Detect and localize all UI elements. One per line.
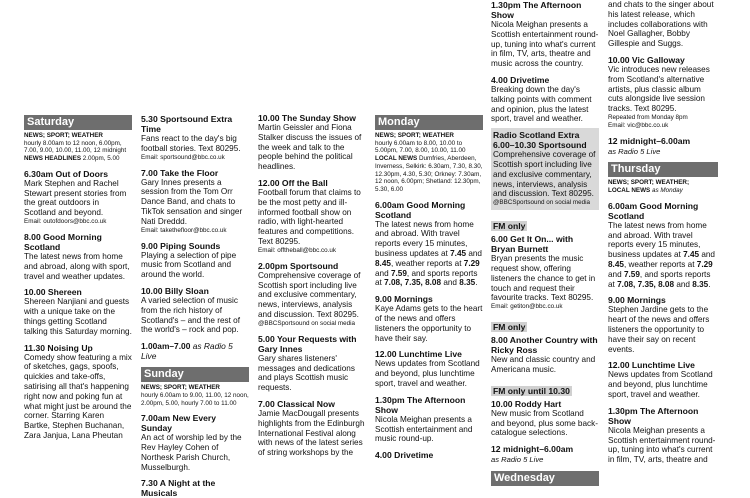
programme-listing: 4.00 Drivetime [375, 450, 434, 461]
fm-only-badge: FM only [493, 221, 526, 232]
news-times: NEWS; SPORT; WEATHER hourly 6.00am to 9.00, 11.00, 12 noon, 2.00pm, 5.00, hourly 7.00 to 11.00 [141, 384, 249, 407]
fm-only-badge: FM only [493, 322, 526, 333]
news-times: NEWS; SPORT; WEATHER hourly 8.00am to 12 noon, 6.00pm, 7.00, 9.00, 10.00, 11.00, 12 midnight NEWS HEADLINES 2.00pm, 5.00 [24, 132, 127, 163]
sunday-column [258, 113, 366, 458]
programme-listing: 12.00 Lunchtime Live News updates from Scotland and beyond, plus lunchtime sport, travel and weather. [608, 360, 713, 400]
saturday-evening-column [141, 114, 249, 498]
programme-listing: 12.00 Off the Ball Football forum that claims to be the most petty and ill-informed football show on radio, with light-hearted features and competitions. Text 80295. Email: offtheball@bbc.co.uk [258, 177, 361, 254]
simulcast-note: 12 midnight–6.00am as Radio 5 Live [608, 135, 691, 156]
programme-listing: 7.00 Take the Floor Gary Innes presents a session from the Tom Orr Dance Band, and chats to TikTok sensation and singer Nati Dreddd. Email: takethefloor@bbc.co.uk [141, 167, 243, 234]
programme-listing: 1.30pm The Afternoon Show Nicola Meighan presents a Scottish entertainment round-up, tuning into what's current in film, TV, arts, theatre and [608, 405, 716, 465]
programme-listing: 6.30am Out of Doors Mark Stephen and Rachel Stewart present stories from the great outdoors in Scotland and beyond. Email: outofdoors@bbc.co.uk [24, 168, 127, 225]
programme-listing: 6.00am Good Morning Scotland The latest news from home and abroad. With travel reports every 15 minutes, business updates at 7.45 and 8.45, weather reports at 7.29 and 7.59, and sports reports at 7.08, 7.35, 8.08 and 8.35. [375, 199, 482, 288]
programme-listing: 6.00am Good Morning Scotland The latest news from home and abroad. With travel reports every 15 minutes, business updates at 7.45 and 8.45, weather reports at 7.29 and 7.59, and sports reports at 7.08, 7.35, 8.08 and 8.35. [608, 200, 715, 289]
programme-listing: 5.00 Your Requests with Gary Innes Gary shares listeners' messages and dedications and plays Scottish music requests. [258, 333, 357, 393]
programme-listing: 1.30pm The Afternoon Show Nicola Meighan presents a Scottish entertainment round-up, tuning into what's current in film, TV, arts, theatre and music across the country. [491, 0, 599, 69]
programme-listing: FM only 6.00 Get It On... with Bryan Burnett Bryan presents the music request show, offering listeners the chance to get in touch and request their favourite tracks. Text 80295. Email: getiton@bbc.co.uk [491, 221, 596, 311]
simulcast-note: 12 midnight–6.00am as Radio 5 Live [491, 444, 574, 465]
programme-listing: 12.00 Lunchtime Live News updates from Scotland and beyond, plus lunchtime sport, travel and weather. [375, 349, 480, 388]
wednesday-thursday-column: and chats to the singer about his latest release, which includes collaborations with Noel Gallagher, Bobby Gillespie and Suggs. 10.00 Vic Galloway Vic introduces new releases from Scotland's alternative artists, plus classic album cuts alongside live session tracks. Text 80295. Repeated from Monday 8pm Email: vic@bbc.co.uk 12 midnight–6.00am as Radio 5 Live Thursday NEWS; SPORT; WEATHER; LOCAL NEWS as Monday 6.00am Good Morning Scotland The latest news from home and abroad. With travel reports every 15 minutes, business updates at 7.45 and 8.45, weather reports at 7.29 and 7.59, and sports reports at 7.08, 7.35, 8.08 and 8.35. 9.00 Mornings Stephen Jardine gets to the heart of the news and offers listeners the opportunity to have their say on recent events. 12.00 Lunchtime Live News updates from Scotland and beyond, plus lunchtime sport, travel and weather. 1.30pm The Afternoon Show Nicola Meighan presents a Scottish entertainment round-up, tuning into what's current in film, TV, arts, theatre and [608, 0, 718, 465]
day-header-monday: Monday [375, 115, 483, 130]
programme-listing: 7.00 Classical Now Jamie MacDougall presents highlights from the Edinburgh International Festival along with news of the latest series of string workshops by the [258, 398, 365, 458]
day-header-thursday: Thursday [608, 162, 718, 177]
programme-listing: 1.30pm The Afternoon Show Nicola Meighan presents a Scottish entertainment and music round-up. [375, 394, 473, 444]
programme-listing: 10.00 Shereen Shereen Nanjiani and guests with a unique take on the things getting Scotland talking this Saturday morning. [24, 287, 132, 336]
programme-listing: 9.00 Mornings Stephen Jardine gets to the heart of the news and offers listeners the opportunity to have their say on recent events. [608, 295, 710, 354]
saturday-column [24, 115, 132, 441]
radio-scotland-extra-box: Radio Scotland Extra 6.00–10.30 Sportsound Comprehensive coverage of Scottish sport including live and exclusive commentary, news, interviews, analysis and discussion. Text 80295. @BBCSportsound on social media [491, 128, 599, 210]
programme-listing: 11.30 Noising Up Comedy show featuring a mix of sketches, gags, spoofs, quickies and take-offs, satirising all that's happening right now and poking fun at what might just be around the corner. Starring Karen Bartke, Stephen Buchanan, Zara Janjua, Lana Pheutan [24, 342, 132, 440]
fm-only-badge: FM only until 10.30 [493, 385, 570, 396]
news-times: NEWS; SPORT; WEATHER hourly 6.00am to 8.00, 10.00 to 5.00pm, 7.00, 8.00, 10.00, 11.00 LOCAL NEWS Dumfries, Aberdeen, Inverness, Selkirk: 6.30am, 7.30, 8.30, 12.30pm, 4.30, 5.30; Orkney: 7.30am, 12 noon, 6.00pm; Shetland: 12.30pm, 5.30, 6.00 [375, 132, 483, 193]
programme-listing: 5.30 Sportsound Extra Time Fans react to the day's big football stories. Text 80295. Email: sportsound@bbc.co.uk [141, 114, 241, 161]
programme-listing: 10.00 Billy Sloan A varied selection of music from the rich history of Scotland's – and the rest of the world's – rock and pop. [141, 285, 240, 335]
programme-listing: 9.00 Piping Sounds Playing a selection of pipe music from Scotland and around the world. [141, 240, 237, 280]
tuesday-column [491, 0, 599, 488]
day-header-sunday: Sunday [141, 367, 249, 382]
day-header-wednesday: Wednesday [491, 471, 599, 486]
news-times: NEWS; SPORT; WEATHER; LOCAL NEWS as Monday [608, 179, 690, 195]
monday-column [375, 115, 483, 460]
day-header-saturday: Saturday [24, 115, 132, 130]
programme-listing: 8.00 Good Morning Scotland The latest news from home and abroad, along with sport, travel and weather updates. [24, 232, 130, 281]
programme-listing: 7.30 A Night at the Musicals [141, 478, 216, 498]
programme-listing: 10.00 The Sunday Show Martin Geissler and Fiona Stalker discuss the issues of the week and talk to the people behind the political headlines. [258, 113, 362, 172]
programme-listing: 7.00am New Every Sunday An act of worship led by the Rev Hayley Cohen of Northesk Parish Church, Musselburgh. [141, 413, 242, 472]
programme-listing: 10.00 Vic Galloway Vic introduces new releases from Scotland's alternative artists, plus classic album cuts alongside live session tracks. Text 80295. Repeated from Monday 8pm Email: vic@bbc.co.uk [608, 54, 710, 129]
programme-listing: FM only 8.00 Another Country with Ricky Ross New and classic country and Americana music. [491, 322, 598, 374]
programme-listing: FM only until 10.30 10.00 Roddy Hart New music from Scotland and beyond, plus some back-catalogue selections. [491, 385, 598, 438]
simulcast-note: 1.00am–7.00 as Radio 5 Live [141, 341, 233, 362]
programme-listing: 9.00 Mornings Kaye Adams gets to the heart of the news and offers listeners the opportunity to have their say. [375, 294, 483, 343]
programme-listing: 4.00 Drivetime Breaking down the day's talking points with comment and opinion, plus the latest sport, travel and weather. [491, 74, 592, 124]
programme-listing: 2.00pm Sportsound Comprehensive coverage of Scottish sport including live and exclusive commentary, news, interviews, analysis and discussion. Text 80295. @BBCSportsound on social media [258, 260, 361, 327]
